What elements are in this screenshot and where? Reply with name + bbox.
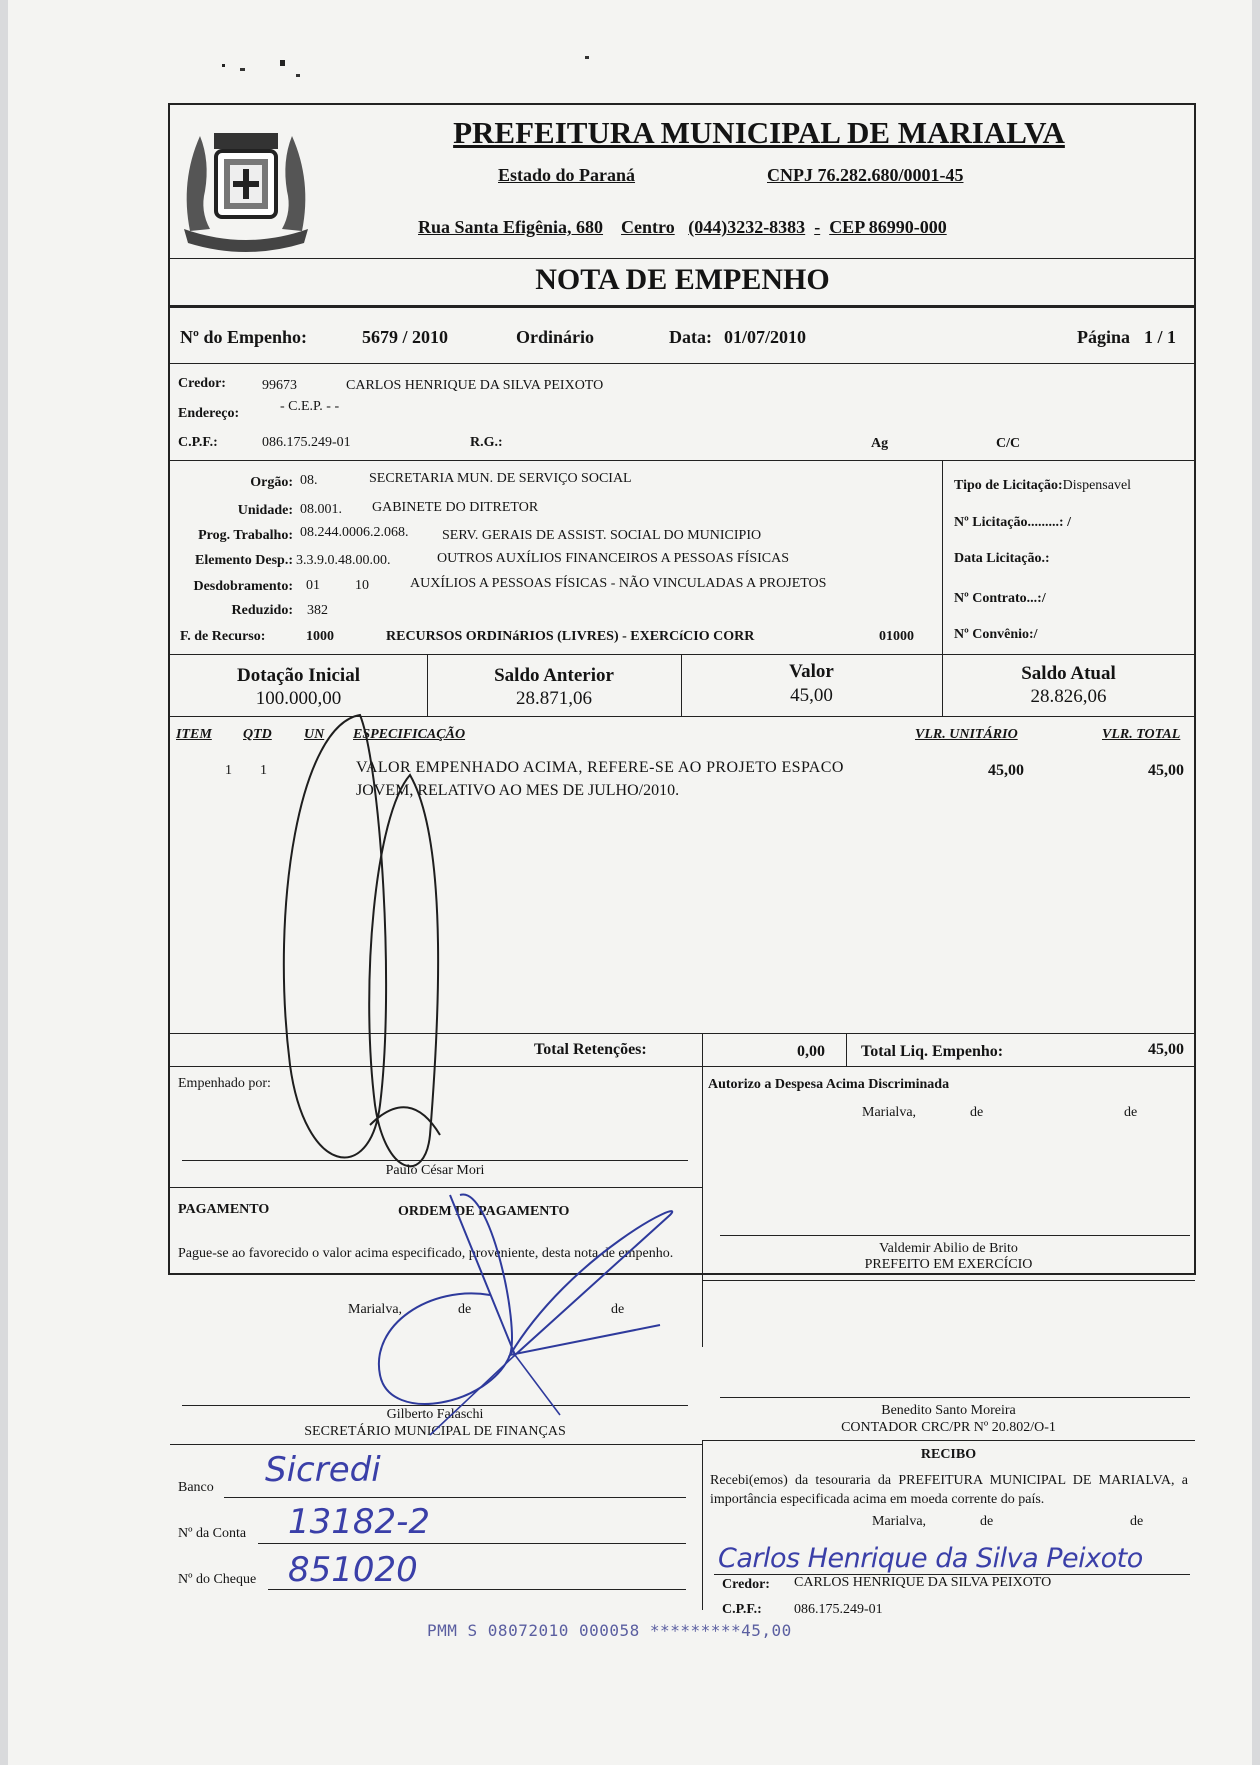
prog-label: Prog. Trabalho: [198,528,293,543]
col-header-vlr-total: VLR. TOTAL [1102,727,1181,742]
divider [170,305,1195,308]
endereco-label: Endereço: [178,406,240,421]
desdobramento-code2: 10 [355,578,369,593]
divider [170,363,1195,364]
contador-name: Benedito Santo Moreira [881,1403,1016,1418]
municipality-title: PREFEITURA MUNICIPAL DE MARIALVA [453,115,1065,150]
cnpj: CNPJ 76.282.680/0001-45 [767,165,964,185]
orgao-label: Orgão: [250,475,293,490]
divider [846,1033,847,1066]
cheque-label: Nº do Cheque [178,1572,257,1587]
elemento-desc: OUTROS AUXÍLIOS FINANCEIROS A PESSOAS FÍSICAS [437,551,790,566]
item-desc-line1: VALOR EMPENHADO ACIMA, REFERE-SE AO PROJETO ESPACO [356,759,844,776]
divider [170,460,1195,461]
recurso-label: F. de Recurso: [180,629,266,644]
item-qtd: 1 [260,763,267,778]
divider [942,460,943,654]
col-header-especificacao: ESPECIFICAÇÃO [353,727,466,742]
ag-label: Ag [871,436,889,451]
contador-title: CONTADOR CRC/PR Nº 20.802/O-1 [841,1420,1056,1435]
empenhado-signature-scribble [260,705,500,1195]
saldo-atual-label: Saldo Atual [1021,663,1116,684]
empenho-number-label: Nº do Empenho: [180,327,307,347]
licitacao-tipo [954,478,1131,494]
recibo-label: RECIBO [920,1447,977,1462]
empenho-number: 5679 / 2010 [362,327,449,347]
address-district: Centro [621,217,675,237]
left-de2: de [611,1302,625,1317]
ordem-pagamento-label: ORDEM DE PAGAMENTO [398,1204,570,1219]
prog-desc: SERV. GERAIS DE ASSIST. SOCIAL DO MUNICIPIO [442,528,762,543]
address-street: Rua Santa Efigênia, 680 [418,217,604,237]
scan-speck [585,56,589,59]
recibo-credor-name: CARLOS HENRIQUE DA SILVA PEIXOTO [794,1575,1052,1590]
page-label: Página [1077,327,1131,347]
elemento-code: 3.3.9.0.48.00.00. [296,553,391,568]
secretario-signature-scribble [370,1175,700,1445]
retencoes-value: 0,00 [797,1043,825,1060]
reduzido-label: Reduzido: [231,603,293,618]
prefeito-title: PREFEITO EM EXERCÍCIO [864,1257,1033,1272]
scan-speck [280,60,285,66]
divider [170,258,1195,259]
saldo-anterior-value: 28.871,06 [516,688,592,709]
licitacao-tipo-value: Dispensavel [1062,478,1132,493]
liq-empenho-label: Total Liq. Empenho: [861,1043,1004,1060]
nota-empenho-form [168,103,1196,1617]
elemento-label: Elemento Desp.: [195,553,293,568]
credor-name: CARLOS HENRIQUE DA SILVA PEIXOTO [346,378,604,393]
address-phone: (044)3232-8383 [688,217,806,237]
conta-handwritten: 13182-2 [288,1502,431,1542]
scan-speck [296,74,300,77]
reduzido-value: 382 [307,603,328,618]
dotacao-label: Dotação Inicial [237,665,360,686]
empenhado-name: Paulo César Mori [385,1163,485,1178]
item-desc-line2: JOVEM, RELATIVO AO MES DE JULHO/2010. [356,782,680,799]
recurso-desc: RECURSOS ORDINáRIOS (LIVRES) - EXERCíCIO CORR [386,629,755,644]
cpf-value: 086.175.249-01 [262,435,351,450]
liq-empenho-value: 45,00 [1148,1041,1184,1058]
credor-signature: Carlos Henrique da Silva Peixoto [718,1543,1143,1574]
recurso-code: 1000 [306,629,334,644]
recibo-cpf-value: 086.175.249-01 [794,1602,883,1617]
recibo-text: Recebi(emos) da tesouraria da PREFEITURA MUNICIPAL DE MARIALVA, a importância especificada acima em moeda corrente do país. [710,1473,1188,1507]
empenho-type: Ordinário [516,327,595,347]
banco-label: Banco [178,1480,214,1495]
pague-text: Pague-se ao favorecido o valor acima especificado, proveniente, desta nota de empenho. [178,1246,674,1261]
orgao-desc: SECRETARIA MUN. DE SERVIÇO SOCIAL [369,471,632,486]
col-header-un: UN [304,727,325,742]
cc-label: C/C [996,436,1021,451]
divider [702,1033,703,1347]
recibo-cpf-label: C.P.F.: [722,1602,762,1617]
empenhado-label: Empenhado por: [178,1076,271,1091]
divider [170,654,1195,655]
right-de2-2: de [1130,1514,1144,1529]
prog-code: 08.244.0006.2.068. [300,525,409,540]
item-number: 1 [225,763,232,778]
unidade-desc: GABINETE DO DITRETOR [372,500,539,515]
signature-line [720,1397,1190,1398]
credor-label: Credor: [178,376,226,391]
pagamento-label: PAGAMENTO [178,1202,270,1217]
rg-label: R.G.: [470,435,503,450]
empenho-date: 01/07/2010 [724,327,807,347]
secretario-name: Gilberto Falaschi [386,1407,484,1422]
cheque-handwritten: 851020 [288,1550,418,1590]
empenho-date-label: Data: [669,327,712,347]
unidade-code: 08.001. [300,502,342,517]
divider [702,1280,1195,1281]
scan-speck [222,64,225,67]
right-de1-1: de [970,1105,984,1120]
divider [702,1440,703,1610]
licitacao-numero: Nº Licitação.........: / [954,515,1071,530]
right-place-2: Marialva, [872,1514,927,1529]
col-header-item: ITEM [176,727,212,742]
recurso-code2: 01000 [879,629,914,644]
left-place: Marialva, [348,1302,403,1317]
cpf-label: C.P.F.: [178,435,218,450]
address-cep: CEP 86990-000 [829,217,947,237]
page-number: 1 / 1 [1144,327,1177,347]
valor-value: 45,00 [790,685,833,706]
orgao-code: 08. [300,473,318,488]
saldo-anterior-label: Saldo Anterior [494,665,614,686]
retencoes-label: Total Retenções: [534,1041,647,1058]
valor-label: Valor [789,661,834,682]
contrato-numero: Nº Contrato...:/ [954,591,1046,606]
right-de1-2: de [980,1514,994,1529]
coat-of-arms-logo [170,111,322,259]
secretario-title: SECRETÁRIO MUNICIPAL DE FINANÇAS [304,1424,566,1439]
licitacao-data: Data Licitação.: [954,551,1050,566]
divider [702,1440,1195,1441]
state-name: Estado do Paraná [498,165,636,185]
document-title: NOTA DE EMPENHO [535,263,830,296]
unidade-label: Unidade: [237,503,293,518]
signature-line [720,1235,1190,1236]
endereco-value: - C.E.P. - - [280,399,340,414]
desdobramento-label: Desdobramento: [193,579,293,594]
left-de1: de [458,1302,472,1317]
licitacao-tipo-label: Tipo de Licitação: [954,478,1063,493]
conta-label: Nº da Conta [178,1526,247,1541]
desdobramento-code1: 01 [306,578,320,593]
dotacao-value: 100.000,00 [255,688,342,709]
item-vlr-unitario: 45,00 [988,762,1024,779]
right-place-1: Marialva, [862,1105,917,1120]
col-header-qtd: QTD [243,727,272,742]
recibo-credor-label: Credor: [722,1577,770,1592]
desdobramento-desc: AUXÍLIOS A PESSOAS FÍSICAS - NÃO VINCULADAS A PROJETOS [410,576,827,591]
item-vlr-total: 45,00 [1148,762,1184,779]
conta-line [258,1543,686,1544]
prefeito-name: Valdemir Abilio de Brito [879,1241,1018,1256]
banco-handwritten: Sicredi [265,1450,381,1490]
col-header-vlr-unitario: VLR. UNITÁRIO [915,727,1018,742]
scan-speck [240,68,245,71]
banco-line [224,1497,686,1498]
right-de2-1: de [1124,1105,1138,1120]
saldo-atual-value: 28.826,06 [1030,686,1107,707]
machine-stamp: PMM S 08072010 000058 *********45,00 [427,1621,792,1640]
convenio-numero: Nº Convênio:/ [954,627,1038,642]
address-line [418,217,947,238]
address-separator: - [814,217,821,237]
autorizo-label: Autorizo a Despesa Acima Discriminada [708,1077,950,1092]
credor-code: 99673 [262,378,297,393]
